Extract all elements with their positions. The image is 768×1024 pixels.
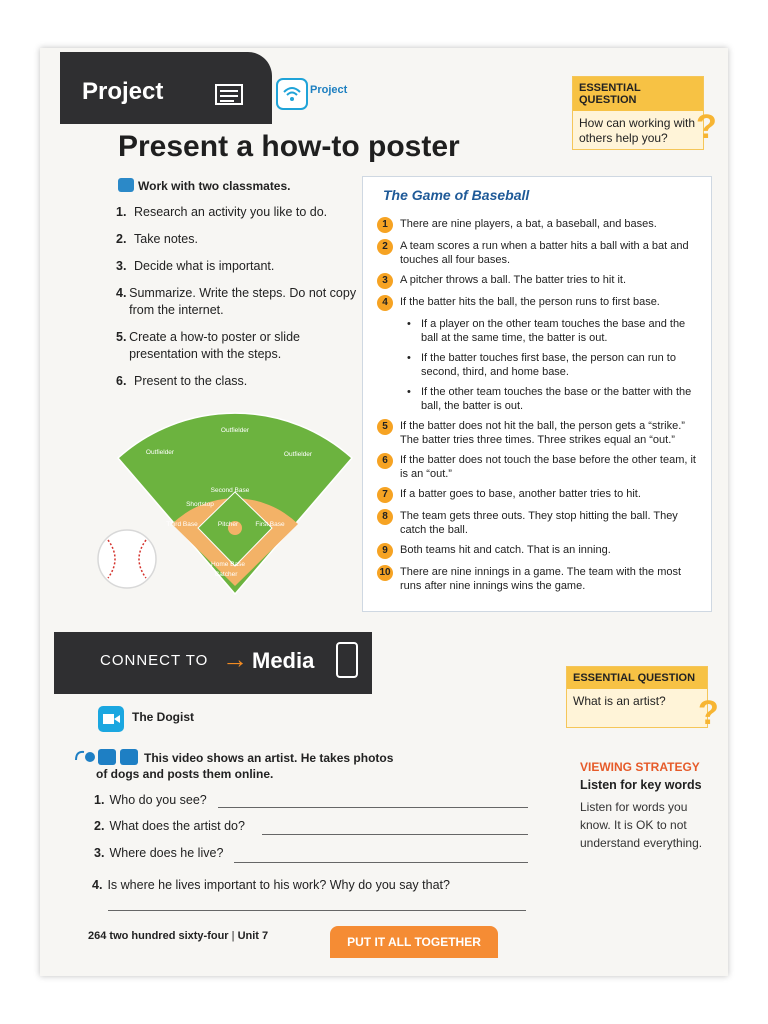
- step-text: Decide what is important.: [134, 259, 275, 273]
- rule-text: If the batter does not hit the ball, the person gets a “strike.” The batter tries three times. Three strikes equal an “out.”: [400, 420, 685, 446]
- outfielder-label: Outfielder: [145, 449, 175, 456]
- unit-label: Unit 7: [237, 930, 269, 942]
- page-title: Present a how-to poster: [118, 130, 460, 163]
- shortstop-label: Shortstop: [186, 501, 214, 508]
- baseball-rule: [377, 453, 703, 481]
- baseball-rules-list: [377, 217, 703, 599]
- rule-number-badge: 10: [377, 565, 393, 581]
- bullet-icon: •: [407, 352, 411, 364]
- answer-line[interactable]: [218, 807, 528, 808]
- baseball-rule: [377, 273, 703, 289]
- step-text: Present to the class.: [134, 374, 248, 388]
- video-question: 2. What does the artist do?: [94, 819, 245, 833]
- rule-text: If the batter does not touch the base before the other team, it is an “out.”: [400, 454, 696, 480]
- rule-number-badge: 6: [377, 453, 393, 469]
- media-label: Media: [252, 648, 315, 673]
- document-icon: [214, 82, 244, 106]
- step-number: 5.: [116, 330, 127, 344]
- viewing-strategy-subheading: Listen for key words: [580, 778, 702, 792]
- put-it-all-together-tab[interactable]: PUT IT ALL TOGETHER: [330, 926, 498, 958]
- baseball-rule: [377, 509, 703, 537]
- second-base-label: Second Base: [210, 487, 250, 494]
- video-question: 1. Who do you see?: [94, 793, 207, 807]
- viewing-strategy-heading: VIEWING STRATEGY: [580, 760, 700, 774]
- video-intro-line: This video shows an artist. He takes photos: [144, 751, 394, 765]
- pitcher-label: Pitcher: [217, 521, 239, 528]
- project-step: [116, 285, 366, 319]
- rule-number-badge: 2: [377, 239, 393, 255]
- catcher-label: Catcher: [214, 571, 238, 578]
- video-activity-icons: [74, 748, 142, 766]
- smartphone-icon: [336, 642, 358, 678]
- bullet-icon: •: [407, 318, 411, 330]
- project-link[interactable]: Project: [310, 84, 348, 96]
- speech-bubble-icon: [120, 749, 138, 765]
- rule-text: The team gets three outs. They stop hitting the ball. They catch the ball.: [400, 510, 678, 536]
- page-number-words: two hundred sixty-four: [109, 930, 229, 942]
- baseball-rule: [377, 217, 703, 233]
- video-question: 3. Where does he live?: [94, 846, 224, 860]
- step-number: 2.: [116, 232, 127, 246]
- essential-question-text-2: What is an artist?: [573, 694, 666, 708]
- baseball-rule: [377, 543, 703, 559]
- baseball-rule-bullet: [377, 317, 703, 345]
- outfielder-label: Outfielder: [220, 427, 250, 434]
- pencil-icon: [98, 749, 116, 765]
- listening-icon: [85, 752, 95, 762]
- group-work-heading: [118, 178, 291, 193]
- baseball-icon: [96, 528, 158, 590]
- rule-number-badge: 9: [377, 543, 393, 559]
- rule-text: A pitcher throws a ball. The batter tries to hit it.: [400, 274, 627, 286]
- bullet-icon: •: [407, 386, 411, 398]
- rule-text: If the batter hits the ball, the person runs to first base.: [400, 296, 660, 308]
- step-number: 1.: [116, 205, 127, 219]
- group-icon: [118, 178, 134, 192]
- project-step: [116, 329, 366, 363]
- rule-text: If a batter goes to base, another batter tries to hit.: [400, 488, 641, 500]
- baseball-rule: [377, 487, 703, 503]
- rule-text: If the batter touches first base, the person can run to second, third, and home base.: [421, 352, 676, 378]
- project-step: [116, 204, 366, 221]
- listening-icon: [76, 752, 84, 760]
- step-text: Summarize. Write the steps. Do not copy from the internet.: [129, 286, 357, 317]
- page-footer: 264 two hundred sixty-four | Unit 7: [88, 930, 269, 942]
- essential-question-label: ESSENTIAL QUESTION: [573, 77, 703, 111]
- video-intro-line: of dogs and posts them online.: [96, 767, 274, 781]
- first-base-label: First Base: [255, 521, 285, 528]
- answer-line[interactable]: [108, 910, 526, 911]
- step-text: Create a how-to poster or slide presentation with the steps.: [129, 330, 300, 361]
- project-steps-list: [116, 204, 366, 400]
- connect-to-label: CONNECT TO: [100, 652, 209, 669]
- baseball-rule-bullet: [377, 385, 703, 413]
- essential-question-box: [572, 76, 704, 150]
- rule-text: If the other team touches the base or the batter with the ball, the batter is out.: [421, 386, 692, 412]
- step-number: 6.: [116, 374, 127, 388]
- viewing-strategy-text: Listen for words you know. It is OK to not understand everything.: [580, 800, 703, 850]
- video-camera-icon[interactable]: [98, 706, 124, 732]
- project-step: [116, 258, 366, 275]
- baseball-rule: [377, 419, 703, 447]
- step-number: 4.: [116, 286, 127, 300]
- answer-line[interactable]: [262, 834, 528, 835]
- rule-number-badge: 8: [377, 509, 393, 525]
- rule-text: There are nine innings in a game. The team with the most runs after nine innings wins the game.: [400, 566, 682, 592]
- baseball-rules-panel: [362, 176, 712, 612]
- rule-text: A team scores a run when a batter hits a ball with a bat and touches all four bases.: [400, 240, 689, 266]
- baseball-rule-bullet: [377, 351, 703, 379]
- rule-number-badge: 5: [377, 419, 393, 435]
- baseball-rule: [377, 295, 703, 311]
- essential-question-label-2: ESSENTIAL QUESTION: [567, 667, 707, 689]
- baseball-rule: [377, 565, 703, 593]
- baseball-rule: [377, 239, 703, 267]
- essential-question-box-2: [566, 666, 708, 728]
- rule-text: If a player on the other team touches the base and the ball at the same time, the batter is out.: [421, 318, 686, 344]
- video-question: 4. Is where he lives important to his work? Why do you say that?: [92, 878, 450, 892]
- answer-line[interactable]: [234, 862, 528, 863]
- video-title: The Dogist: [132, 710, 194, 724]
- arrow-right-icon: →: [222, 644, 248, 674]
- rule-text: There are nine players, a bat, a baseball, and bases.: [400, 218, 657, 230]
- question-mark-icon: ?: [696, 108, 717, 146]
- home-base-label: Home Base: [211, 561, 245, 568]
- outfielder-label: Outfielder: [283, 451, 313, 458]
- step-text: Research an activity you like to do.: [134, 205, 328, 219]
- rule-number-badge: 7: [377, 487, 393, 503]
- rule-number-badge: 3: [377, 273, 393, 289]
- step-number: 3.: [116, 259, 127, 273]
- project-step: [116, 373, 366, 390]
- question-mark-icon: ?: [698, 694, 719, 732]
- rule-number-badge: 4: [377, 295, 393, 311]
- project-step: [116, 231, 366, 248]
- group-work-text: Work with two classmates.: [138, 179, 291, 193]
- wifi-icon[interactable]: [276, 78, 308, 110]
- page-number: 264: [88, 930, 107, 942]
- project-header-title: Project: [82, 78, 164, 105]
- baseball-rules-title: The Game of Baseball: [383, 187, 530, 203]
- step-text: Take notes.: [134, 232, 198, 246]
- essential-question-text: How can working with others help you?: [579, 116, 696, 145]
- third-base-label: Third Base: [166, 521, 198, 528]
- rule-number-badge: 1: [377, 217, 393, 233]
- rule-text: Both teams hit and catch. That is an inning.: [400, 544, 611, 556]
